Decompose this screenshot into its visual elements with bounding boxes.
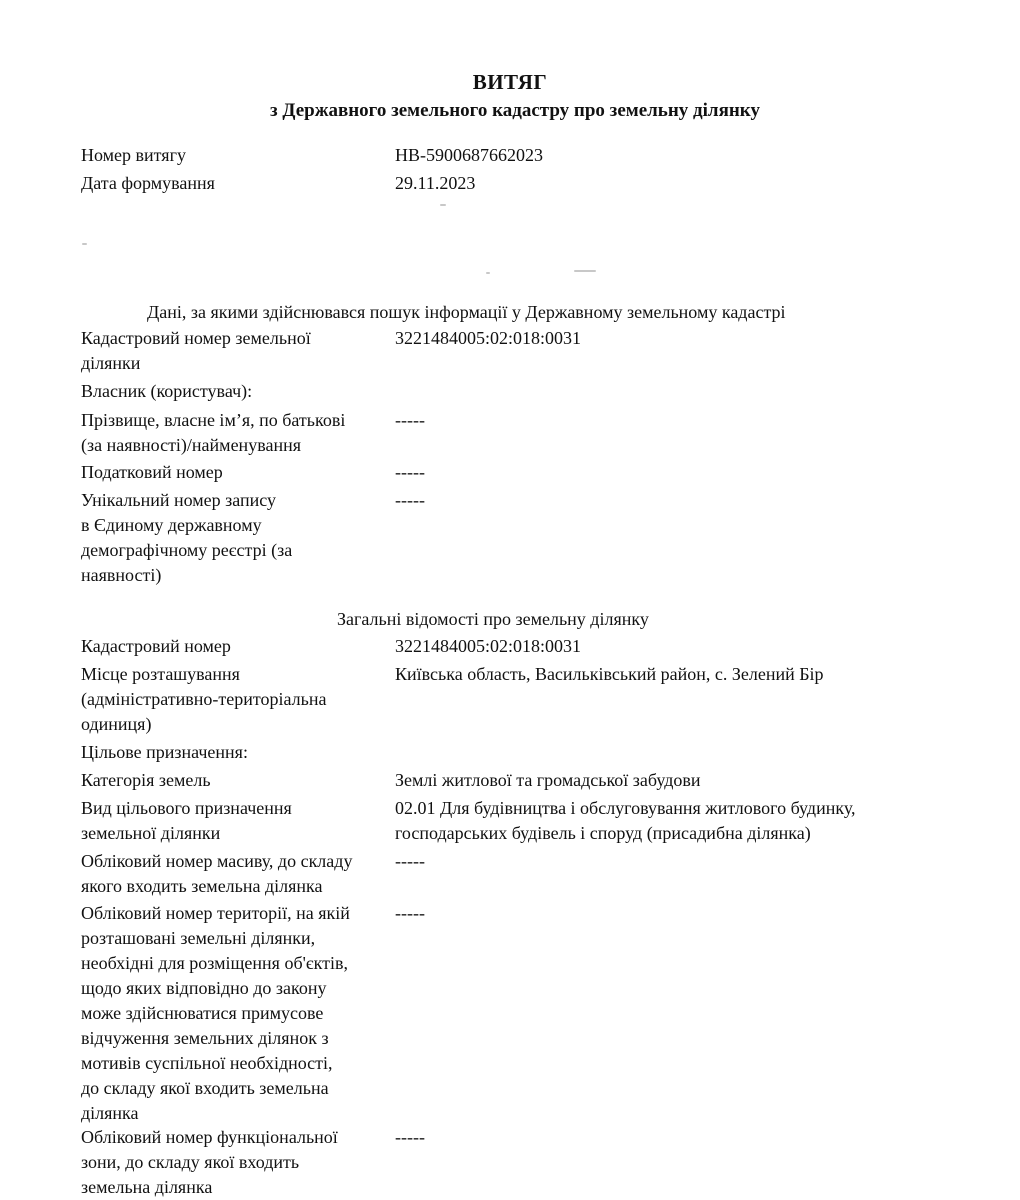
tax-label: Податковий номер: [81, 462, 223, 482]
unique-label: Унікальний номер запису в Єдиному державному демографічному реєстрі (за наявності): [81, 490, 293, 585]
category-value: Землі житлової та громадської забудови: [395, 770, 701, 790]
purpose-label: Цільове призначення:: [81, 742, 248, 762]
search-section-heading: Дані, за якими здійснювався пошук інформації у Державному земельному кадастрі: [147, 302, 786, 322]
extract-number-label: Номер витягу: [81, 145, 186, 165]
scan-speck: [574, 270, 596, 272]
general-cadastral-label: Кадастровий номер: [81, 636, 231, 656]
name-value: -----: [395, 410, 425, 430]
kind-label: Вид цільового призначення земельної ділянки: [81, 798, 292, 843]
scan-speck: [440, 204, 446, 206]
unique-value: -----: [395, 490, 425, 510]
kind-value: 02.01 Для будівництва і обслуговування житлового будинку, господарських будівель і споруд (присадибна ділянка): [395, 798, 856, 843]
document-title: ВИТЯГ: [472, 70, 548, 94]
tax-value: -----: [395, 462, 425, 482]
massif-label: Обліковий номер масиву, до складу якого входить земельна ділянка: [81, 851, 353, 896]
territory-label: Обліковий номер території, на якій розташовані земельні ділянки, необхідні для розміщення об'єктів, щодо яких відповідно до закону може здійснюватися примусове відчуження земельних ділянок з мотивів суспільної необхідності, до складу якої входить земельна ділянка: [81, 903, 350, 1123]
search-cadastral-label: Кадастровий номер земельної ділянки: [81, 328, 311, 373]
location-label: Місце розташування (адміністративно-територіальна одиниця): [81, 664, 327, 734]
document-subtitle: з Державного земельного кадастру про земельну ділянку: [270, 100, 760, 121]
date-value: 29.11.2023: [395, 173, 476, 193]
zone-value: -----: [395, 1127, 425, 1147]
owner-label: Власник (користувач):: [81, 381, 253, 401]
scan-speck: [82, 243, 87, 245]
category-label: Категорія земель: [81, 770, 211, 790]
scan-speck: [486, 272, 490, 274]
zone-label: Обліковий номер функціональної зони, до складу якої входить земельна ділянка: [81, 1127, 338, 1197]
general-cadastral-value: 3221484005:02:018:0031: [395, 636, 582, 656]
massif-value: -----: [395, 851, 425, 871]
search-cadastral-value: 3221484005:02:018:0031: [395, 328, 582, 348]
general-section-heading: Загальні відомості про земельну ділянку: [337, 609, 649, 629]
territory-value: -----: [395, 903, 425, 923]
extract-number-value: НВ-5900687662023: [395, 145, 543, 165]
name-label: Прізвище, власне ім’я, по батькові (за наявності)/найменування: [81, 410, 346, 455]
location-value: Київська область, Васильківський район, с. Зелений Бір: [395, 664, 824, 684]
date-label: Дата формування: [81, 173, 215, 193]
